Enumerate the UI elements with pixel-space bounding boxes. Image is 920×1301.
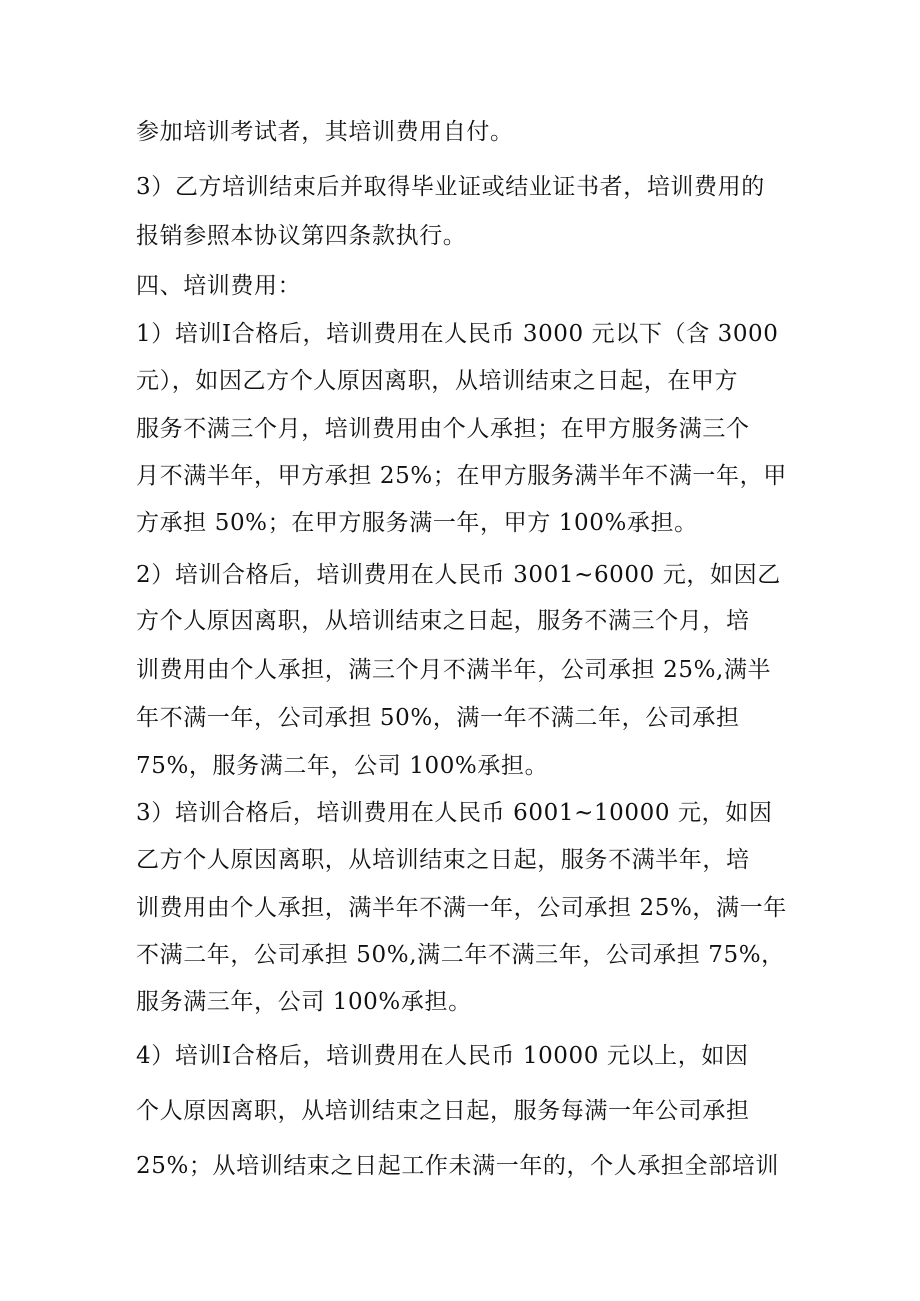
text-line: 3）乙方培训结束后并取得毕业证或结业证书者，培训费用的 <box>136 174 765 200</box>
text-line: 2）培训合格后，培训费用在人民币 3001~6000 元，如因乙 <box>136 562 781 588</box>
text-line: 4）培训Ⅰ合格后，培训费用在人民币 10000 元以上，如因 <box>136 1043 749 1069</box>
text-line: 方个人原因离职，从培训结束之日起，服务不满三个月，培 <box>136 608 750 634</box>
text-line: 1）培训Ⅰ合格后，培训费用在人民币 3000 元以下（含 3000 <box>136 321 779 347</box>
text-line: 3）培训合格后，培训费用在人民币 6001~10000 元，如因 <box>136 800 773 826</box>
text-line: 不满二年，公司承担 50%,满二年不满三年，公司承担 75%， <box>136 942 785 968</box>
text-line: 训费用由个人承担，满半年不满一年，公司承担 25%，满一年 <box>136 895 787 921</box>
text-line: 服务不满三个月，培训费用由个人承担；在甲方服务满三个 <box>136 416 750 442</box>
text-line: 报销参照本协议第四条款执行。 <box>136 223 467 249</box>
text-line: 个人原因离职，从培训结束之日起，服务每满一年公司承担 <box>136 1098 750 1124</box>
text-line: 服务满三年，公司 100%承担。 <box>136 989 472 1015</box>
text-line: 元），如因乙方个人原因离职，从培训结束之日起，在甲方 <box>136 368 739 394</box>
text-line: 参加培训考试者，其培训费用自付。 <box>136 119 514 145</box>
section-heading: 四、培训费用： <box>136 273 302 299</box>
text-line: 25%；从培训结束之日起工作未满一年的，个人承担全部培训 <box>136 1153 779 1179</box>
text-line: 月不满半年，甲方承担 25%；在甲方服务满半年不满一年，甲 <box>136 463 787 489</box>
text-line: 75%，服务满二年，公司 100%承担。 <box>136 753 549 779</box>
text-line: 乙方个人原因离职，从培训结束之日起，服务不满半年，培 <box>136 847 750 873</box>
text-line: 方承担 50%；在甲方服务满一年，甲方 100%承担。 <box>136 510 698 536</box>
text-line: 年不满一年，公司承担 50%，满一年不满二年，公司承担 <box>136 705 740 731</box>
text-line: 训费用由个人承担，满三个月不满半年，公司承担 25%,满半 <box>136 657 772 683</box>
